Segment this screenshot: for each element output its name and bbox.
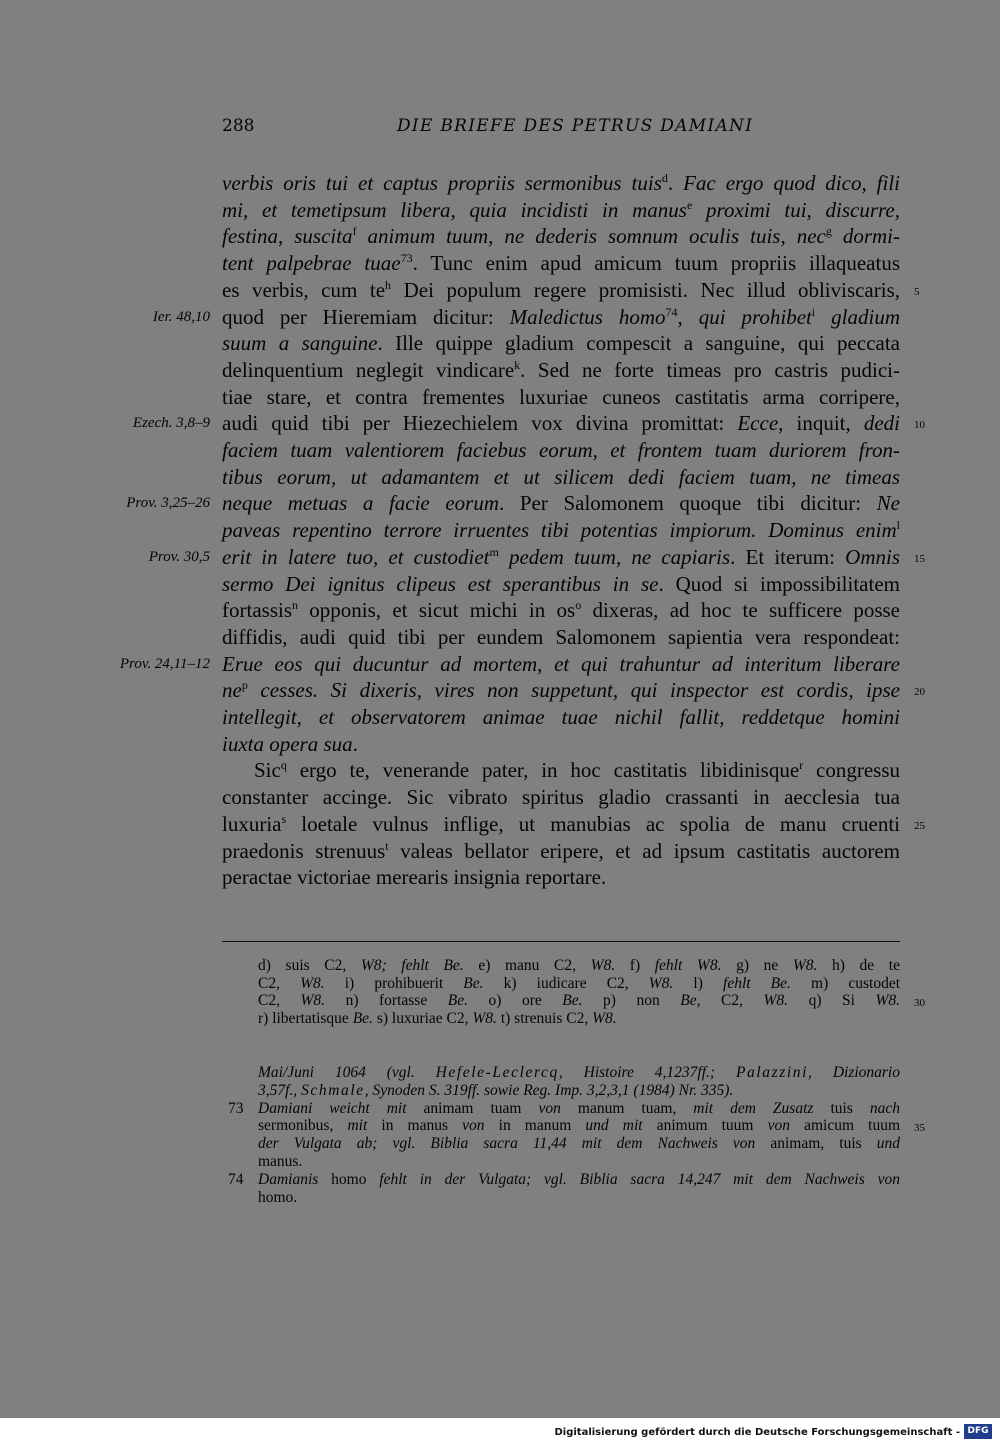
text-run: dedi [863,411,900,436]
text-run: Be. [352,1009,373,1027]
text-run: loetale vulnus inflige, ut manubias ac spolia de manu cruenti [286,811,900,836]
text-run: Erue eos qui ducuntur ad mortem, et qui trahuntur ad interitum liberare [222,651,900,676]
text-run: , Dizionario [808,1064,900,1081]
text-run: ergo te, venerande pater, in hoc castitatis libidinisque [286,758,800,783]
text-run: animum tuum [656,1117,768,1135]
note-marker: s [281,811,287,826]
text-run: . Per Salomonem quoque tibi dicitur: [499,491,877,516]
text-run: i) prohibuerit [324,974,464,992]
text-run: homo [331,1170,380,1188]
text-run: mi, et temetipsum libera, quia incidisti in manus [222,197,687,222]
text-run: festina, suscita [222,224,353,249]
note-marker: i [811,304,816,319]
text-run: manum tuam, [577,1099,694,1117]
page-header [222,116,900,146]
text-run: faciem tuam valentiorem faciebus eorum, et frontem tuam duriorem fron- [222,438,900,462]
text-run: . Et iterum: [730,544,846,569]
text-run: ne [222,678,242,703]
text-run: und [876,1135,900,1153]
text-run: h) de te [817,957,900,974]
note-marker: h [385,277,392,292]
note-marker: o [575,598,582,613]
note-marker: d [661,171,668,185]
text-run: verbis oris tui et captus propriis sermonibus tuis [222,171,662,195]
line-number: 35 [914,1122,925,1135]
text-run: . [352,731,358,756]
text-run: o) ore [467,992,563,1010]
marginal-reference: Prov. 24,11–12 [119,655,210,672]
text-run: und mit [585,1117,657,1135]
text-run: W8. [472,1009,497,1027]
text-run: W8. [300,992,326,1010]
text-run: praedonis strenuus [222,838,386,863]
text-run: tuis [830,1099,870,1117]
text-run: von [462,1117,499,1135]
text-line [222,197,900,224]
text-run: peractae victoriae merearis insignia reportare. [222,865,607,890]
text-run: W8. [590,957,616,974]
text-run: W8. [300,974,325,992]
text-line [222,277,900,304]
text-run: intellegit, et observatorem animae tuae nichil fallit, reddetque homini [222,705,900,729]
text-run: fehlt Be. [723,974,791,992]
text-run: iuxta opera sua [222,731,353,756]
text-run: , Histoire 4,1237ff.; [558,1064,736,1081]
text-run: n) fortasse [325,992,448,1010]
text-run: Be. [447,992,468,1010]
text-line [222,677,900,704]
text-line [254,757,900,784]
page-number: 288 [222,116,255,136]
text-run: . Quod si impossibilitatem [658,571,900,596]
text-run: Omnis [845,544,900,569]
text-run: Be, [680,992,701,1010]
text-run: . [667,171,684,195]
marginal-reference: Prov. 3,25–26 [126,495,210,512]
text-run: t) strenuis C2, [496,1009,593,1027]
text-run: d) suis C2, [258,957,361,974]
text-line [222,464,900,491]
note-marker: r [799,758,804,773]
text-run: . Tunc enim apud amicum tuum propriis illaqueatus [412,251,900,276]
text-run: sermonibus, [258,1117,348,1135]
dfg-credit-text: Digitalisierung gefördert durch die Deutsche Forschungsgemeinschaft - [554,1427,960,1438]
text-run: fortassis [222,598,292,623]
text-run: k) iudicare C2, [483,974,649,992]
text-run: animam tuam [423,1099,539,1117]
line-number: 15 [914,552,925,565]
text-run: Maledictus homo [509,304,666,329]
text-run: fehlt W8. [654,957,722,974]
dfg-logo: DFG [964,1424,992,1439]
text-line [222,517,900,544]
text-run: constanter accinge. Sic vibrato spiritus gladio crassanti in aecclesia tua [222,785,900,810]
text-run: diffidis, audi quid tibi per eundem Salomonem sapientia vera respondeat: [222,624,900,649]
text-run: gladium [815,304,900,329]
note-line [258,1153,900,1171]
text-run: W8. [792,957,818,974]
text-run: , qui prohibet [677,304,812,329]
note-line [258,1189,900,1207]
text-run: W8. [875,992,901,1010]
note-marker: p [241,678,248,693]
text-line [222,330,900,357]
note-marker: f [352,224,357,239]
text-line [222,784,900,811]
text-run: g) ne [721,957,793,974]
text-run: audi quid tibi per Hiezechielem vox divina promittat: [222,411,738,436]
text-run: nach [869,1099,900,1117]
marginal-reference: Prov. 30,5 [148,548,210,565]
text-line [222,731,900,758]
text-run: Schmale [301,1081,365,1099]
text-run: amicum tuum [804,1117,900,1135]
text-line [222,250,900,277]
text-run: manus. [258,1153,303,1170]
note-marker: 73 [400,251,413,266]
note-marker: m [489,544,499,559]
text-line [222,544,900,571]
text-run: l) [673,974,724,992]
apparatus-line [258,1010,900,1028]
text-run: , Synoden S. 319ff. sowie Reg. Imp. 3,2,3,1 (1984) Nr. 335). [364,1081,734,1099]
text-line [222,838,900,865]
text-run: animam, tuis [770,1135,877,1153]
note-line [258,1117,900,1135]
text-run: animum tuum, ne dederis somnum oculis tuis, nec [356,224,826,249]
apparatus-line [258,992,900,1010]
digitization-credit-bar [0,1418,1000,1446]
text-run: Ne [876,491,900,516]
text-line [222,170,900,197]
text-run: C2, [700,992,764,1010]
text-run: Damianis [258,1170,332,1188]
text-run: es verbis, cum te [222,277,386,302]
note-marker: k [514,357,521,372]
text-run: sermo Dei ignitus clipeus est sperantibus in se [222,571,659,596]
text-run: neque metuas a facie eorum [222,491,500,516]
text-run: delinquentium neglegit vindicare [222,357,515,382]
text-run: Be. [562,992,583,1010]
text-run: . Ille quippe gladium compescit a sanguine, qui peccata [377,331,900,356]
marginal-reference: Ezech. 3,8–9 [132,415,210,432]
text-run: p) non [582,992,681,1010]
text-run: s) luxuriae C2, [372,1009,473,1027]
note-marker: q [280,758,287,773]
text-line [222,223,900,250]
note-marker: 74 [665,304,678,319]
text-line [222,597,900,624]
note-marker: n [292,598,298,613]
text-line [222,811,900,838]
text-run: W8. [648,974,674,992]
text-line [222,410,900,437]
text-line [222,864,900,891]
text-line [222,651,900,678]
text-run: homo. [258,1188,298,1206]
text-run: luxuria [222,811,282,836]
text-run: erit in latere tuo, et custodiet [222,544,490,569]
apparatus-line [258,975,900,993]
text-run: proximi tui, discurre, [692,197,901,222]
text-run: Be. [463,974,484,992]
running-head: DIE BRIEFE DES PETRUS DAMIANI [397,116,754,136]
text-run: valeas bellator eripere, et ad ipsum castitatis auctorem [388,838,900,863]
text-line [222,384,900,411]
text-run: Palazzini [735,1064,809,1081]
text-line [222,624,900,651]
text-run: der Vulgata ab; vgl. Biblia sacra 11,44 mit dem Nachweis von [258,1135,771,1153]
text-run: opponis, et sicut michi in os [298,598,576,623]
text-line [222,704,900,731]
text-run: congressu [803,758,900,783]
line-number: 20 [914,686,925,699]
text-run: Sic [254,758,281,783]
text-run: paveas repentino terrore irruentes tibi potentias impiorum. Dominus enim [222,518,897,543]
note-number: 74 [228,1170,244,1188]
note-line [258,1082,900,1100]
text-run: C2, [258,974,301,992]
text-run: pedem tuum, ne capiaris [498,544,731,569]
note-marker: e [686,197,693,212]
text-run: e) manu C2, [463,957,591,974]
marginal-reference: Ier. 48,10 [152,308,210,325]
apparatus-line [258,957,900,975]
text-run: W8. [763,992,789,1010]
line-number: 10 [914,419,925,432]
line-number: 25 [914,819,925,832]
text-run: . Sed ne forte timeas pro castris pudici- [520,357,900,382]
text-run: suum a sanguine [222,331,378,356]
text-run: Mai/Juni 1064 (vgl. [258,1064,436,1081]
text-run: von [538,1099,578,1117]
text-run: W8; fehlt Be. [360,957,464,974]
text-run: in manus [381,1117,463,1135]
text-run: mit [347,1117,382,1135]
text-run: C2, [258,992,301,1010]
text-run: r) libertatisque [258,1009,353,1027]
text-run: f) [615,957,655,974]
text-run: W8. [592,1009,617,1027]
text-line [222,437,900,464]
text-run: Damiani weicht mit [258,1099,424,1117]
text-run: fehlt in der Vulgata; vgl. Biblia sacra 14,247 mit dem Nachweis von [379,1170,900,1188]
text-run: tent palpebrae tuae [222,251,401,276]
text-line [222,304,900,331]
text-run: dixeras, ad hoc te sufficere posse [581,598,900,623]
text-run: 3,57f., [258,1081,302,1099]
text-run: in manum [498,1117,586,1135]
note-marker: g [825,224,832,239]
line-number: 30 [914,997,925,1010]
text-run: tibus eorum, ut adamantem et ut silicem dedi faciem tuam, ne timeas [222,464,900,489]
note-marker: t [385,838,389,853]
text-line [222,571,900,598]
note-line [258,1135,900,1153]
text-run: Fac ergo quod dico, fili [683,171,900,195]
text-run: tiae stare, et contra frementes luxuriae cuneos castitatis arma corripere, [222,384,900,409]
text-run: Dei populum regere promisisti. Nec illud obliviscaris, [391,277,901,302]
text-run: , inquit, [778,411,864,436]
text-run: dormi- [831,224,900,249]
text-run: m) custodet [790,974,900,992]
text-run: quod per Hieremiam dicitur: [222,304,510,329]
text-run: Hefele-Leclercq [435,1064,559,1081]
text-run: cesses. Si dixeris, vires non suppetunt, qui inspector est cordis, ipse [247,678,900,703]
note-number: 73 [228,1099,244,1117]
line-number: 5 [914,285,920,298]
text-line [222,357,900,384]
note-marker: l [896,518,900,533]
note-line [258,1064,900,1082]
text-run: Ecce [737,411,779,436]
text-run: mit dem Zusatz [693,1099,831,1117]
footnote-rule [222,941,900,942]
text-line [222,490,900,517]
text-run: von [767,1117,805,1135]
note-line [258,1171,900,1189]
text-run: q) Si [788,992,876,1010]
note-line [258,1100,900,1118]
